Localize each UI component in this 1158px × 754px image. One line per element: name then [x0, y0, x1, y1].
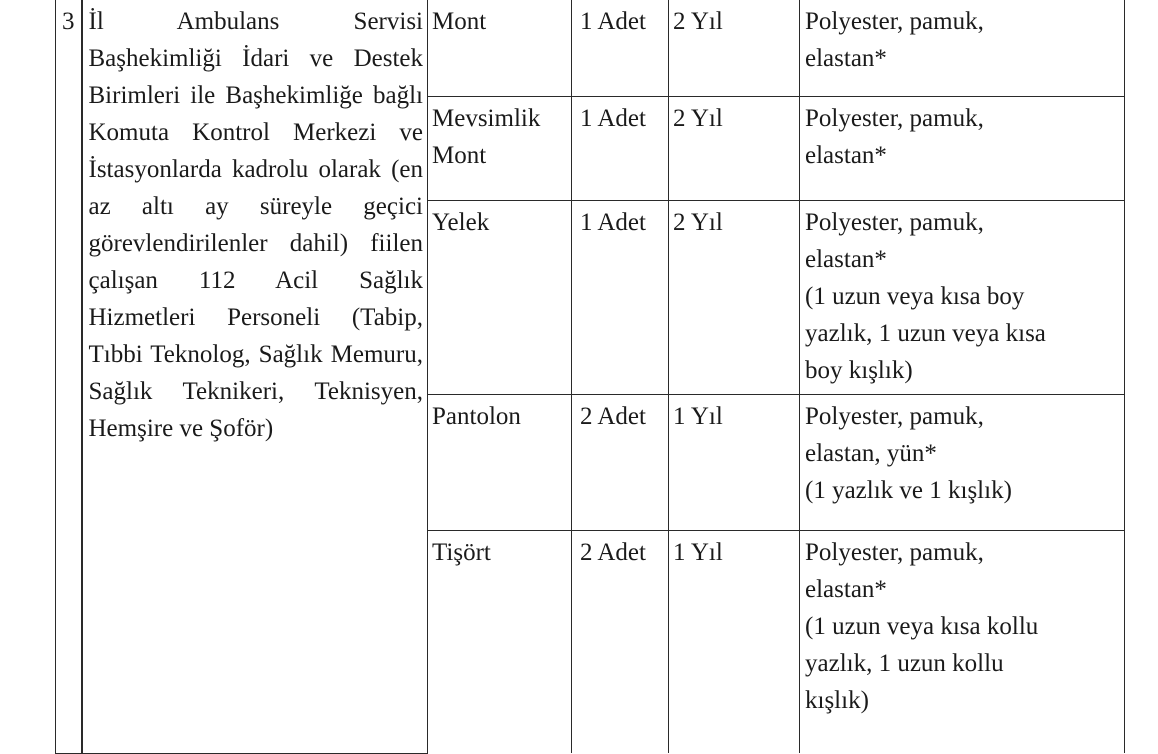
material-line: (1 uzun veya kısa kollu [805, 612, 1039, 640]
item-name: Mevsimlik Mont [432, 104, 541, 169]
item-name: Tişört [432, 538, 491, 566]
item-name: Pantolon [432, 402, 521, 430]
item-duration: 1 Yıl [673, 538, 723, 566]
item-duration-cell [669, 530, 800, 753]
row-number: 3 [62, 8, 75, 35]
item-quantity: 2 Adet [580, 402, 646, 430]
item-quantity: 1 Adet [580, 104, 646, 132]
item-material-cell [800, 96, 1125, 200]
item-quantity: 1 Adet [580, 8, 646, 35]
item-material-cell [800, 200, 1125, 394]
item-name: Yelek [432, 208, 490, 236]
item-duration-cell [669, 394, 800, 530]
item-name-cell [428, 0, 572, 96]
item-quantity: 1 Adet [580, 208, 646, 236]
item-duration: 2 Yıl [673, 208, 723, 236]
item-material-cell [800, 0, 1125, 96]
item-name: Mont [432, 8, 487, 35]
item-duration: 2 Yıl [673, 8, 723, 35]
material-line: Polyester, pamuk, [805, 402, 984, 430]
item-material-cell [800, 394, 1125, 530]
item-quantity-cell [572, 394, 669, 530]
material-line: elastan* [805, 141, 887, 169]
item-duration: 2 Yıl [673, 104, 723, 132]
item-name-cell [428, 394, 572, 530]
material-line: kışlık) [805, 686, 869, 714]
table-row [56, 0, 1125, 96]
material-line: boy kışlık) [805, 356, 913, 384]
material-line: elastan* [805, 575, 887, 603]
material-line: yazlık, 1 uzun kollu [805, 649, 1004, 677]
item-quantity-cell [572, 200, 669, 394]
material-line: (1 yazlık ve 1 kışlık) [805, 476, 1012, 504]
material-line: elastan* [805, 245, 887, 273]
item-duration-cell [669, 200, 800, 394]
material-line: elastan, yün* [805, 439, 937, 467]
item-name-cell [428, 96, 572, 200]
item-duration: 1 Yıl [673, 402, 723, 430]
item-duration-cell [669, 96, 800, 200]
item-quantity: 2 Adet [580, 538, 646, 566]
material-line: yazlık, 1 uzun veya kısa [805, 319, 1046, 347]
material-line: Polyester, pamuk, [805, 538, 984, 566]
row-number-cell [56, 0, 82, 753]
personnel-description-cell [82, 0, 428, 753]
material-line: (1 uzun veya kısa boy [805, 282, 1025, 310]
material-line: Polyester, pamuk, [805, 8, 984, 35]
item-name-cell [428, 530, 572, 753]
item-duration-cell [669, 0, 800, 96]
item-quantity-cell [572, 0, 669, 96]
item-name-cell [428, 200, 572, 394]
uniform-allocation-table [55, 0, 1125, 754]
item-quantity-cell [572, 530, 669, 753]
item-quantity-cell [572, 96, 669, 200]
material-line: elastan* [805, 45, 887, 72]
personnel-description: İl Ambulans Servisi Başhekimliği İdari ve Destek Birimleri ile Başhekimliğe bağlı Komuta Kontrol Merkezi ve İstasyonlarda kadrolu olarak (en az altı ay süreyle geçici görevlendirilenler dahil) fiilen çalışan 112 Acil Sağlık Hizmetleri Personeli (Tabip, Tıbbi Teknolog, Sağlık Memuru, Sağlık Teknikeri, Teknisyen, Hemşire ve Şoför) [88, 8, 423, 442]
material-line: Polyester, pamuk, [805, 104, 984, 132]
material-line: Polyester, pamuk, [805, 208, 984, 236]
item-material-cell [800, 530, 1125, 753]
